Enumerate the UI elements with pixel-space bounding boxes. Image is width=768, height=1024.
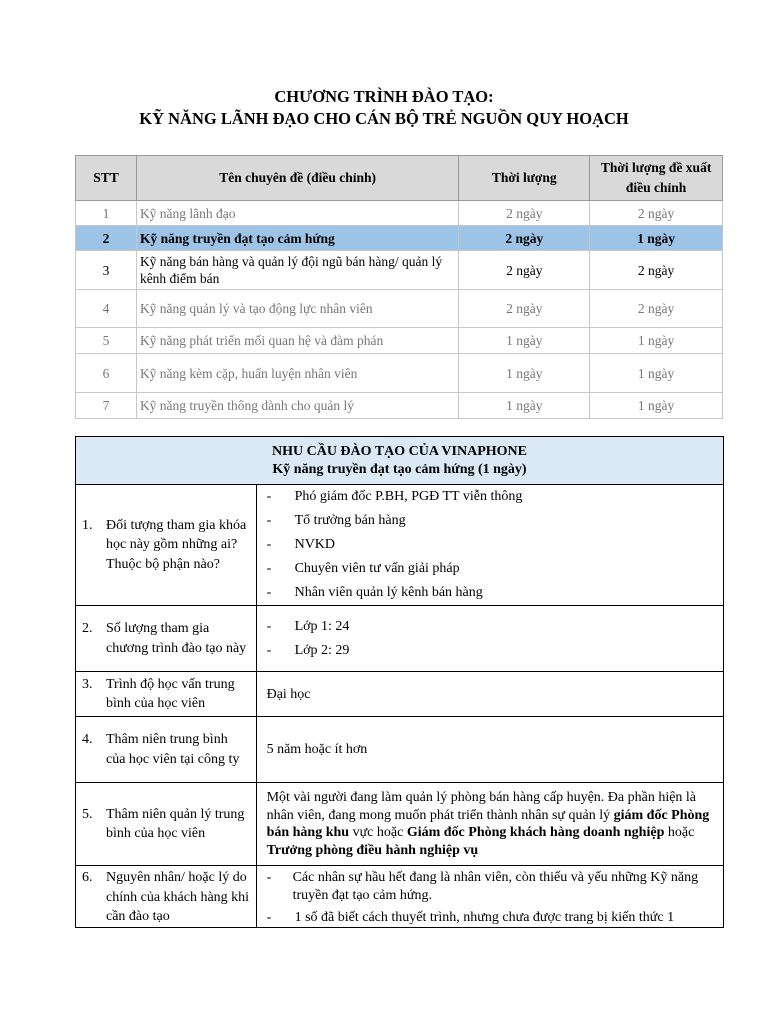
question-text: Số lượng tham gia chương trình đào tạo này <box>106 621 247 656</box>
header-duration: Thời lượng <box>459 156 590 201</box>
header-topic-name: Tên chuyên đề (điều chỉnh) <box>136 156 458 201</box>
answer-item: Phó giám đốc P.BH, PGĐ TT viễn thông <box>294 489 523 504</box>
question-text: Trình độ học vấn trung bình của học viên <box>106 676 235 711</box>
needs-header-line-1: NHU CẦU ĐÀO TẠO CỦA VINAPHONE <box>271 443 527 459</box>
header-proposed-duration: Thời lượng đề xuất điều chỉnh <box>590 156 723 201</box>
dash-marker: - <box>266 513 272 528</box>
answer-item: Chuyên viên tư vấn giải pháp <box>294 561 460 576</box>
question-row-6 <box>76 866 724 928</box>
row-duration: 1 ngày <box>459 328 590 354</box>
question-row-3 <box>76 672 724 717</box>
row-duration: 1 ngày <box>459 354 590 393</box>
course-table-header <box>76 156 723 201</box>
row-topic: Kỹ năng lãnh đạo <box>136 201 458 226</box>
question-text: Đối tượng tham gia khóa học này gồm những ai? Thuộc bộ phận nào? <box>106 517 247 572</box>
course-table <box>75 155 723 419</box>
dash-marker: - <box>266 618 272 634</box>
dash-marker: - <box>266 642 272 658</box>
dash-marker: - <box>266 489 272 504</box>
dash-marker: - <box>266 585 272 600</box>
question-number: 1. <box>82 517 93 533</box>
title-line-2: KỸ NĂNG LÃNH ĐẠO CHO CÁN BỘ TRẺ NGUỒN QUY HOẠCH <box>139 109 629 128</box>
row-stt: 4 <box>76 290 137 328</box>
needs-header-row <box>76 437 724 485</box>
answer-item: Lớp 2: 29 <box>294 642 350 658</box>
header-stt: STT <box>76 156 137 201</box>
row-proposed: 1 ngày <box>590 393 723 419</box>
row-topic: Kỹ năng bán hàng và quản lý đội ngũ bán hàng/ quản lý kênh điểm bán <box>136 251 458 290</box>
answer-item: Lớp 1: 24 <box>294 618 350 634</box>
dash-marker: - <box>266 910 272 925</box>
document-title <box>0 86 768 130</box>
answer-item: Nhân viên quản lý kênh bán hàng <box>294 585 483 600</box>
question-cell <box>76 717 257 783</box>
question-cell <box>76 783 257 866</box>
answer-text-bold: giám đốc Phòng bán hàng khu <box>266 807 710 840</box>
row-stt: 5 <box>76 328 137 354</box>
row-stt: 1 <box>76 201 137 226</box>
row-proposed: 2 ngày <box>590 290 723 328</box>
answer-cell: Đại học <box>256 672 723 717</box>
table-row <box>76 328 723 354</box>
answer-text-bold: Giám đốc Phòng khách hàng doanh nghiệp <box>406 825 665 840</box>
dash-marker: - <box>266 537 272 552</box>
title-line-1: CHƯƠNG TRÌNH ĐÀO TẠO: <box>274 87 494 106</box>
answer-cell <box>256 485 723 606</box>
dash-marker: - <box>266 870 272 885</box>
answer-item: Các nhân sự hầu hết đang là nhân viên, còn thiếu và yếu những Kỹ năng truyền đạt tạo cảm hứng. <box>292 870 699 903</box>
needs-header <box>76 437 724 485</box>
row-topic: Kỹ năng quản lý và tạo động lực nhân viên <box>136 290 458 328</box>
row-duration: 2 ngày <box>459 226 590 251</box>
table-row <box>76 290 723 328</box>
row-duration: 2 ngày <box>459 201 590 226</box>
question-number: 4. <box>82 732 93 747</box>
question-number: 6. <box>82 870 93 885</box>
row-stt: 6 <box>76 354 137 393</box>
row-stt: 2 <box>76 226 137 251</box>
row-proposed: 1 ngày <box>590 354 723 393</box>
question-text: Thâm niên quản lý trung bình của học viên <box>106 806 245 841</box>
row-duration: 2 ngày <box>459 290 590 328</box>
answer-cell: 5 năm hoặc ít hơn <box>256 717 723 783</box>
answer-text: hoặc <box>664 825 695 840</box>
answer-text-bold: Trưởng phòng điều hành nghiệp vụ <box>266 842 479 858</box>
question-cell <box>76 485 257 606</box>
dash-marker: - <box>266 561 272 576</box>
answer-cell <box>256 783 723 866</box>
table-row <box>76 393 723 419</box>
question-cell <box>76 866 257 928</box>
needs-header-line-2: Kỹ năng truyền đạt tạo cảm hứng (1 ngày) <box>272 461 527 477</box>
question-number: 5. <box>82 806 93 822</box>
question-number: 2. <box>82 621 93 636</box>
answer-item: 1 số đã biết cách thuyết trình, nhưng chưa được trang bị kiến thức 1 <box>294 910 675 925</box>
answer-cell <box>256 606 723 672</box>
training-needs-table <box>75 436 724 928</box>
table-row <box>76 201 723 226</box>
answer-text: vực hoặc <box>349 825 407 840</box>
row-topic: Kỹ năng truyền đạt tạo cảm hứng <box>136 226 458 251</box>
question-cell <box>76 672 257 717</box>
row-duration: 1 ngày <box>459 393 590 419</box>
row-topic: Kỹ năng truyền thông dành cho quản lý <box>136 393 458 419</box>
question-row-1 <box>76 485 724 606</box>
row-proposed: 1 ngày <box>590 226 723 251</box>
answer-text: Một vài người đang làm quản lý phòng bán hàng cấp huyện. Đa phần hiện là nhân viên, đang mong muốn phát triển thành nhân sự quản lý <box>266 790 697 823</box>
question-row-2 <box>76 606 724 672</box>
question-number: 3. <box>82 676 93 692</box>
answer-item: Tổ trưởng bán hàng <box>294 513 406 528</box>
row-topic: Kỹ năng kèm cặp, huấn luyện nhân viên <box>136 354 458 393</box>
question-row-4 <box>76 717 724 783</box>
answer-item: NVKD <box>294 537 336 552</box>
row-proposed: 1 ngày <box>590 328 723 354</box>
table-row <box>76 354 723 393</box>
question-row-5 <box>76 783 724 866</box>
table-row <box>76 251 723 290</box>
row-proposed: 2 ngày <box>590 201 723 226</box>
question-cell <box>76 606 257 672</box>
question-text: Thâm niên trung bình của học viên tại công ty <box>106 732 240 767</box>
row-duration: 2 ngày <box>459 251 590 290</box>
row-stt: 7 <box>76 393 137 419</box>
row-topic: Kỹ năng phát triển mối quan hệ và đàm phán <box>136 328 458 354</box>
row-stt: 3 <box>76 251 137 290</box>
answer-cell <box>256 866 723 928</box>
table-row-highlighted <box>76 226 723 251</box>
question-text: Nguyên nhân/ hoặc lý do chính của khách hàng khi cần đào tạo <box>106 870 250 924</box>
row-proposed: 2 ngày <box>590 251 723 290</box>
